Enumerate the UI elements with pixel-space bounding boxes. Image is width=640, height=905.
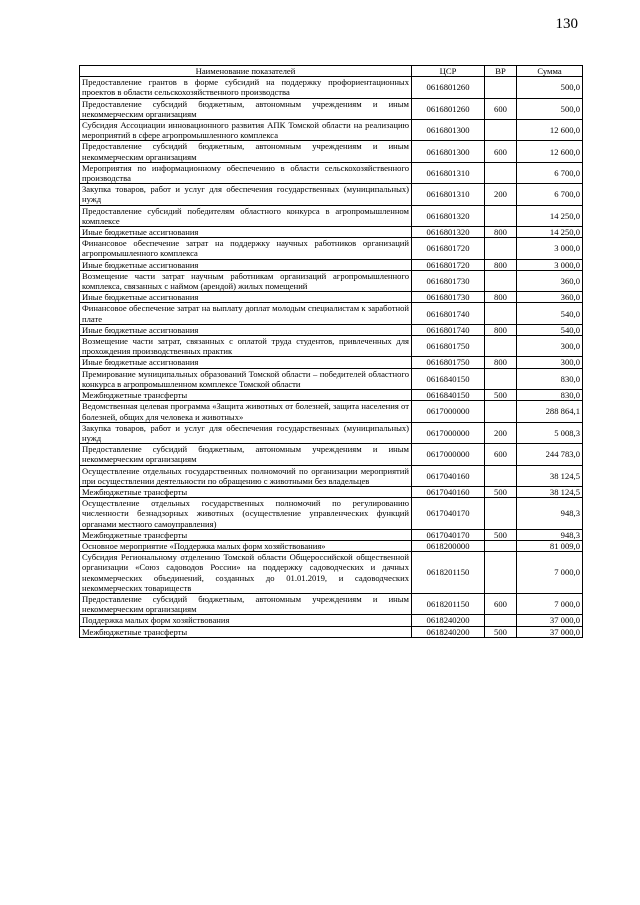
cell-vr: [485, 401, 517, 422]
cell-name: Премирование муниципальных образований Томской области – победителей областного конкурса в агропромышленном комплексе Томской области: [80, 368, 412, 389]
table-row: [80, 162, 583, 183]
table-row: [80, 292, 583, 303]
cell-csr: 0616801310: [412, 184, 485, 205]
cell-sum: 500,0: [517, 77, 583, 98]
cell-name: Ведомственная целевая программа «Защита животных от болезней, защита населения от болезней, общих для человека и животных»: [80, 401, 412, 422]
table-row: [80, 77, 583, 98]
cell-name: Предоставление грантов в форме субсидий на поддержку профориентационных проектов в области сельскохозяйственного производства: [80, 77, 412, 98]
cell-csr: 0618240200: [412, 626, 485, 637]
table-row: [80, 184, 583, 205]
table-row: [80, 98, 583, 119]
cell-csr: 0617000000: [412, 401, 485, 422]
cell-sum: 948,3: [517, 529, 583, 540]
cell-name: Иные бюджетные ассигнования: [80, 259, 412, 270]
cell-csr: 0618201150: [412, 552, 485, 594]
cell-sum: 300,0: [517, 336, 583, 357]
table-row: [80, 552, 583, 594]
cell-sum: 14 250,0: [517, 205, 583, 226]
table-row: [80, 141, 583, 162]
table-header-row: [80, 66, 583, 77]
table-row: [80, 390, 583, 401]
cell-name: Иные бюджетные ассигнования: [80, 227, 412, 238]
table-row: [80, 486, 583, 497]
cell-sum: 244 783,0: [517, 444, 583, 465]
table-row: [80, 465, 583, 486]
cell-name: Иные бюджетные ассигнования: [80, 324, 412, 335]
cell-vr: [485, 465, 517, 486]
table-row: [80, 357, 583, 368]
cell-csr: 0616801740: [412, 324, 485, 335]
table-row: [80, 324, 583, 335]
header-name: Наименование показателей: [80, 66, 412, 77]
cell-vr: 500: [485, 486, 517, 497]
cell-vr: [485, 368, 517, 389]
header-csr: ЦСР: [412, 66, 485, 77]
table-row: [80, 238, 583, 259]
cell-name: Осуществление отдельных государственных полномочий по организации мероприятий при осуществлении деятельности по обращению с животными без владельцев: [80, 465, 412, 486]
cell-name: Финансовое обеспечение затрат на поддержку научных работников организаций агропромышленного комплекса: [80, 238, 412, 259]
cell-name: Межбюджетные трансферты: [80, 626, 412, 637]
cell-csr: 0616801320: [412, 227, 485, 238]
cell-csr: 0616801750: [412, 336, 485, 357]
cell-csr: 0616801730: [412, 270, 485, 291]
table-row: [80, 529, 583, 540]
cell-vr: 800: [485, 259, 517, 270]
cell-csr: 0617040160: [412, 486, 485, 497]
cell-csr: 0616801750: [412, 357, 485, 368]
cell-vr: [485, 120, 517, 141]
cell-csr: 0618200000: [412, 540, 485, 551]
cell-vr: 800: [485, 357, 517, 368]
cell-name: Предоставление субсидий бюджетным, автономным учреждениям и иным некоммерческим организациям: [80, 593, 412, 614]
table-row: [80, 540, 583, 551]
table-row: [80, 422, 583, 443]
cell-name: Иные бюджетные ассигнования: [80, 357, 412, 368]
cell-sum: 12 600,0: [517, 120, 583, 141]
cell-vr: 200: [485, 422, 517, 443]
cell-sum: 500,0: [517, 98, 583, 119]
cell-vr: 800: [485, 227, 517, 238]
table-row: [80, 120, 583, 141]
cell-sum: 3 000,0: [517, 259, 583, 270]
cell-vr: 800: [485, 324, 517, 335]
cell-csr: 0616801310: [412, 162, 485, 183]
cell-csr: 0618240200: [412, 615, 485, 626]
cell-name: Возмещение части затрат, связанных с оплатой труда студентов, привлеченных для прохождения производственных практик: [80, 336, 412, 357]
cell-name: Предоставление субсидий победителям областного конкурса в агропромышленном комплексе: [80, 205, 412, 226]
cell-csr: 0616801720: [412, 259, 485, 270]
cell-sum: 5 008,3: [517, 422, 583, 443]
cell-vr: 800: [485, 292, 517, 303]
cell-name: Предоставление субсидий бюджетным, автономным учреждениям и иным некоммерческим организациям: [80, 141, 412, 162]
cell-name: Возмещение части затрат научным работникам организаций агропромышленного комплекса, связанных с наймом (арендой) жилых помещений: [80, 270, 412, 291]
table-row: [80, 259, 583, 270]
table-row: [80, 626, 583, 637]
cell-csr: 0616840150: [412, 368, 485, 389]
cell-csr: 0618201150: [412, 593, 485, 614]
cell-csr: 0617040170: [412, 498, 485, 530]
table-body: [80, 77, 583, 638]
table-row: [80, 227, 583, 238]
cell-vr: 600: [485, 98, 517, 119]
cell-vr: 600: [485, 444, 517, 465]
cell-vr: 200: [485, 184, 517, 205]
cell-vr: [485, 162, 517, 183]
header-vr: ВР: [485, 66, 517, 77]
cell-name: Иные бюджетные ассигнования: [80, 292, 412, 303]
table-row: [80, 205, 583, 226]
cell-name: Основное мероприятие «Поддержка малых форм хозяйствования»: [80, 540, 412, 551]
cell-csr: 0616801730: [412, 292, 485, 303]
budget-table: [79, 65, 583, 638]
cell-sum: 540,0: [517, 324, 583, 335]
cell-csr: 0617000000: [412, 422, 485, 443]
table-row: [80, 270, 583, 291]
page-number: 130: [555, 16, 578, 32]
table-row: [80, 368, 583, 389]
cell-csr: 0616801300: [412, 141, 485, 162]
cell-name: Осуществление отдельных государственных полномочий по регулированию численности безнадзорных животных (осуществление управленческих функций органами местного самоуправления): [80, 498, 412, 530]
cell-csr: 0616840150: [412, 390, 485, 401]
header-sum: Сумма: [517, 66, 583, 77]
cell-sum: 37 000,0: [517, 626, 583, 637]
cell-sum: 6 700,0: [517, 184, 583, 205]
cell-vr: [485, 336, 517, 357]
cell-csr: 0617000000: [412, 444, 485, 465]
table-row: [80, 444, 583, 465]
table-row: [80, 336, 583, 357]
cell-sum: 830,0: [517, 390, 583, 401]
cell-vr: [485, 205, 517, 226]
cell-sum: 300,0: [517, 357, 583, 368]
cell-name: Межбюджетные трансферты: [80, 390, 412, 401]
cell-csr: 0616801260: [412, 77, 485, 98]
cell-sum: 6 700,0: [517, 162, 583, 183]
cell-vr: [485, 615, 517, 626]
table-row: [80, 615, 583, 626]
cell-sum: 7 000,0: [517, 552, 583, 594]
cell-vr: 500: [485, 529, 517, 540]
cell-vr: 500: [485, 390, 517, 401]
cell-csr: 0617040160: [412, 465, 485, 486]
cell-sum: 14 250,0: [517, 227, 583, 238]
cell-name: Закупка товаров, работ и услуг для обеспечения государственных (муниципальных) нужд: [80, 422, 412, 443]
cell-name: Поддержка малых форм хозяйствования: [80, 615, 412, 626]
table-row: [80, 498, 583, 530]
cell-name: Закупка товаров, работ и услуг для обеспечения государственных (муниципальных) нужд: [80, 184, 412, 205]
cell-csr: 0617040170: [412, 529, 485, 540]
table-row: [80, 593, 583, 614]
cell-vr: [485, 303, 517, 324]
cell-vr: [485, 552, 517, 594]
table-row: [80, 303, 583, 324]
cell-sum: 81 009,0: [517, 540, 583, 551]
cell-sum: 360,0: [517, 270, 583, 291]
cell-csr: 0616801320: [412, 205, 485, 226]
cell-sum: 7 000,0: [517, 593, 583, 614]
cell-sum: 948,3: [517, 498, 583, 530]
cell-sum: 12 600,0: [517, 141, 583, 162]
table-row: [80, 401, 583, 422]
cell-name: Субсидия Ассоциации инновационного развития АПК Томской области на реализацию мероприятий в сфере агропромышленного комплекса: [80, 120, 412, 141]
cell-csr: 0616801260: [412, 98, 485, 119]
cell-vr: 500: [485, 626, 517, 637]
cell-sum: 38 124,5: [517, 486, 583, 497]
cell-sum: 830,0: [517, 368, 583, 389]
cell-vr: [485, 238, 517, 259]
cell-vr: 600: [485, 593, 517, 614]
cell-name: Предоставление субсидий бюджетным, автономным учреждениям и иным некоммерческим организациям: [80, 444, 412, 465]
cell-name: Межбюджетные трансферты: [80, 486, 412, 497]
cell-name: Межбюджетные трансферты: [80, 529, 412, 540]
cell-vr: 600: [485, 141, 517, 162]
cell-vr: [485, 540, 517, 551]
cell-sum: 360,0: [517, 292, 583, 303]
cell-vr: [485, 77, 517, 98]
cell-csr: 0616801720: [412, 238, 485, 259]
cell-name: Субсидия Региональному отделению Томской области Общероссийской общественной организации «Союз садоводов России» на поддержку садоводческих и дачных некоммерческих объединений, созданных до 01.01.2019, и садоводческих некоммерческих товариществ: [80, 552, 412, 594]
cell-name: Мероприятия по информационному обеспечению в области сельскохозяйственного производства: [80, 162, 412, 183]
cell-sum: 288 864,1: [517, 401, 583, 422]
cell-csr: 0616801300: [412, 120, 485, 141]
cell-csr: 0616801740: [412, 303, 485, 324]
cell-name: Финансовое обеспечение затрат на выплату доплат молодым специалистам к заработной плате: [80, 303, 412, 324]
cell-vr: [485, 498, 517, 530]
cell-vr: [485, 270, 517, 291]
cell-sum: 37 000,0: [517, 615, 583, 626]
cell-sum: 540,0: [517, 303, 583, 324]
cell-sum: 3 000,0: [517, 238, 583, 259]
cell-sum: 38 124,5: [517, 465, 583, 486]
cell-name: Предоставление субсидий бюджетным, автономным учреждениям и иным некоммерческим организациям: [80, 98, 412, 119]
